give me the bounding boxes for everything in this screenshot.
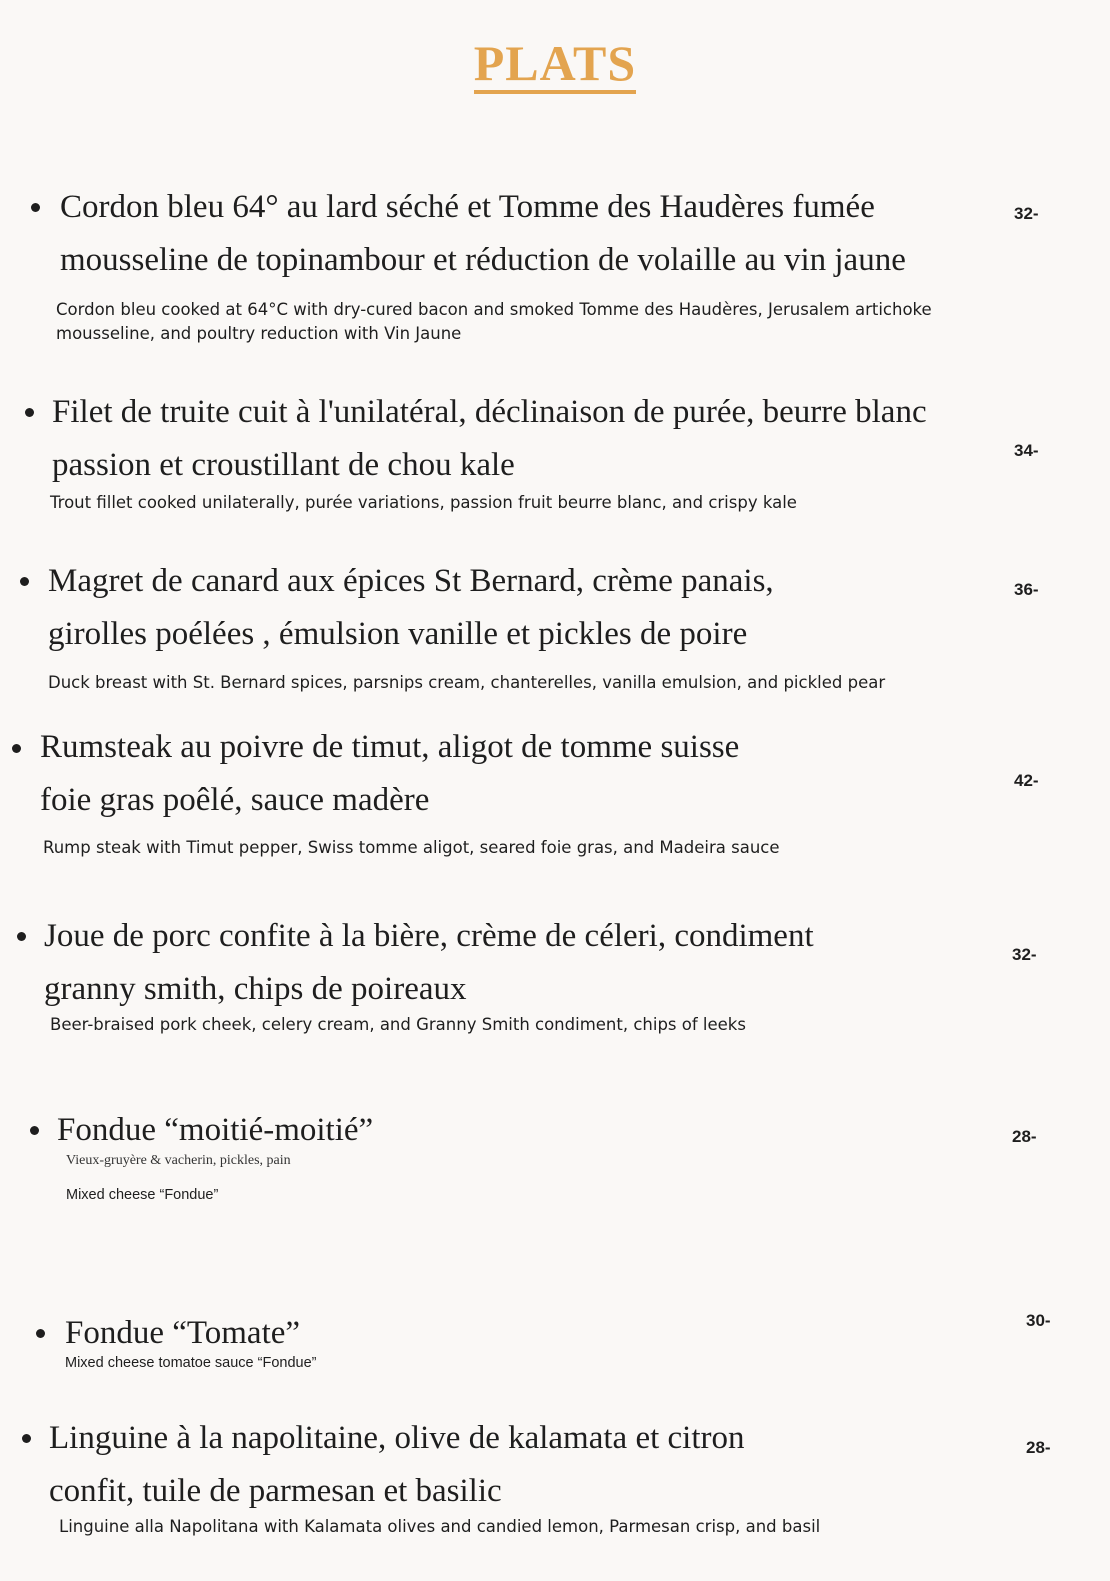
menu-item-rumsteak (40, 721, 780, 860)
dish-name-line: passion et croustillant de chou kale (52, 447, 515, 483)
dish-name-line: Linguine à la napolitaine, olive de kalamata et citron (49, 1420, 745, 1456)
dish-name (65, 1307, 316, 1360)
bullet-icon (22, 1434, 31, 1443)
bullet-icon (12, 744, 21, 753)
dish-description: Mixed cheese tomatoe sauce “Fondue” (65, 1355, 317, 1371)
dish-name-line: Cordon bleu 64° au lard séché et Tomme des Haudères fumée (60, 189, 875, 225)
menu-item-fondue-tomate (65, 1307, 316, 1371)
bullet-icon (20, 577, 29, 586)
bullet-icon (25, 408, 34, 417)
dish-name-line: Filet de truite cuit à l'unilatéral, déclinaison de purée, beurre blanc (52, 394, 927, 430)
dish-description: Trout fillet cooked unilaterally, purée variations, passion fruit beurre blanc, and crispy kale (50, 493, 797, 512)
menu-item-magret-canard (48, 555, 885, 695)
page-title (0, 36, 1110, 94)
dish-description: Cordon bleu cooked at 64°C with dry-cured bacon and smoked Tomme des Haudères, Jerusalem artichoke mousseline, and poultry reduction with Vin Jaune (56, 300, 932, 343)
menu-item-linguine (49, 1412, 820, 1539)
dish-name-line: mousseline de topinambour et réduction de volaille au vin jaune (60, 242, 906, 278)
dish-name (40, 721, 780, 827)
dish-price: 36- (1014, 580, 1039, 599)
dish-name (49, 1412, 820, 1518)
dish-price: 32- (1012, 945, 1037, 964)
dish-name-line: Magret de canard aux épices St Bernard, crème panais, (48, 563, 774, 599)
dish-name-line: Fondue “moitié-moitié” (57, 1112, 374, 1148)
dish-name (44, 910, 814, 1016)
dish-name-line: Fondue “Tomate” (65, 1315, 301, 1351)
dish-name-line: Rumsteak au poivre de timut, aligot de tomme suisse (40, 729, 740, 765)
dish-name-line: granny smith, chips de poireaux (44, 971, 467, 1007)
bullet-icon (36, 1329, 45, 1338)
dish-name (52, 386, 927, 492)
dish-name-line: confit, tuile de parmesan et basilic (49, 1473, 502, 1509)
dish-name (48, 555, 885, 661)
dish-description: Duck breast with St. Bernard spices, parsnips cream, chanterelles, vanilla emulsion, and pickled pear (48, 673, 886, 692)
dish-price: 28- (1012, 1127, 1037, 1146)
dish-description: Linguine alla Napolitana with Kalamata olives and candied lemon, Parmesan crisp, and basil (59, 1517, 821, 1536)
dish-price: 34- (1014, 441, 1039, 460)
dish-description: Rump steak with Timut pepper, Swiss tomme aligot, seared foie gras, and Madeira sauce (43, 838, 780, 857)
dish-name (57, 1104, 373, 1157)
bullet-icon (17, 932, 26, 941)
menu-item-fondue-moitie (57, 1104, 373, 1203)
dish-description: Beer-braised pork cheek, celery cream, and Granny Smith condiment, chips of leeks (50, 1015, 746, 1034)
bullet-icon (30, 1126, 39, 1135)
dish-name-line: Joue de porc confite à la bière, crème de céleri, condiment (44, 918, 814, 954)
page-title-text: PLATS (474, 37, 636, 94)
menu-item-cordon-bleu (56, 181, 1016, 346)
dish-price: 30- (1026, 1311, 1051, 1330)
dish-name-line: girolles poélées , émulsion vanille et pickles de poire (48, 616, 748, 652)
dish-price: 42- (1014, 771, 1039, 790)
dish-name (60, 181, 1016, 287)
dish-name-line: foie gras poêlé, sauce madère (40, 782, 430, 818)
dish-description: Mixed cheese “Fondue” (66, 1187, 219, 1203)
menu-item-filet-truite (52, 386, 927, 515)
dish-price: 28- (1026, 1438, 1051, 1457)
dish-subtitle: Vieux-gruyère & vacherin, pickles, pain (66, 1153, 291, 1168)
dish-price: 32- (1014, 204, 1039, 223)
menu-item-joue-porc (44, 910, 814, 1037)
bullet-icon (31, 203, 40, 212)
